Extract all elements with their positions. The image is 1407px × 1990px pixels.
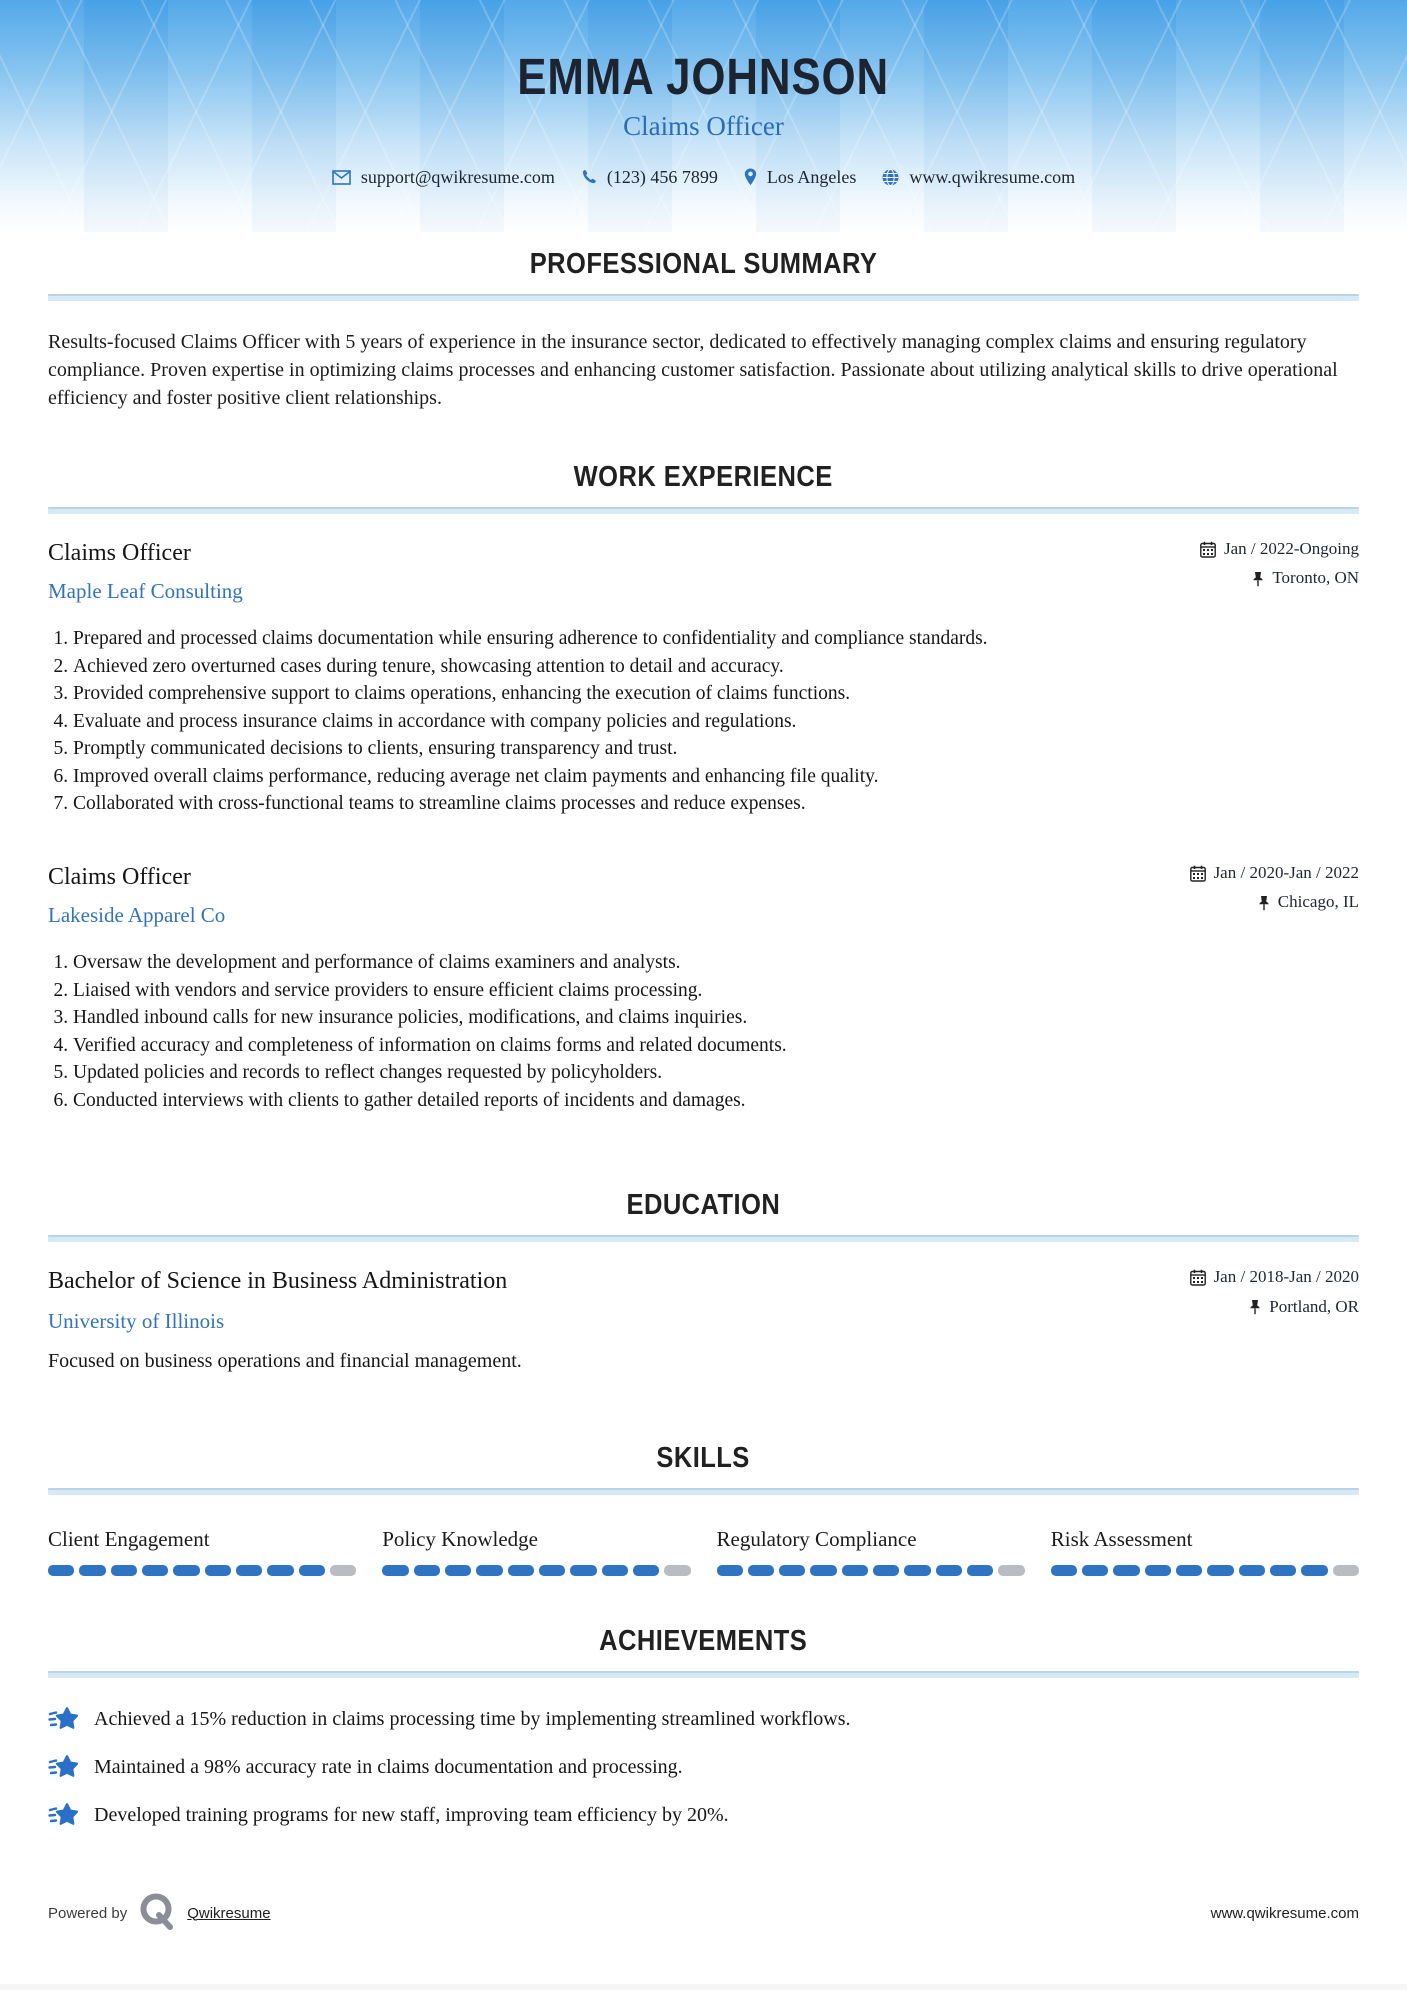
skill-bar-segment [476, 1565, 502, 1576]
skill-bar-segment [236, 1565, 262, 1576]
skill-bar-segment [810, 1565, 836, 1576]
job-bullet: 1. Oversaw the development and performance of claims examiners and analysts. [73, 949, 1359, 977]
job-company: Lakeside Apparel Co [48, 903, 226, 928]
skill-bar-segment [936, 1565, 962, 1576]
star-badge-icon [48, 1706, 78, 1734]
skill-item [382, 1527, 690, 1576]
skill-bar-segment [1239, 1565, 1265, 1576]
pushpin-icon [1249, 1299, 1261, 1315]
skill-bar-segment [1082, 1565, 1108, 1576]
section-education [48, 1190, 1359, 1373]
skill-bar-segment [111, 1565, 137, 1576]
job-bullet-list [48, 625, 1359, 818]
candidate-title: Claims Officer [623, 110, 784, 141]
section-skills [48, 1443, 1359, 1576]
job-bullet: 6. Conducted interviews with clients to gather detailed reports of incidents and damages. [73, 1087, 1359, 1115]
achievement-text: Maintained a 98% accuracy rate in claims documentation and processing. [94, 1756, 683, 1779]
contact-phone [581, 167, 718, 188]
skill-bar-segment [173, 1565, 199, 1576]
skill-bar-segment [414, 1565, 440, 1576]
job-company: Maple Leaf Consulting [48, 579, 243, 604]
location-pin-icon [744, 168, 757, 186]
page-bottom-strip [0, 1984, 1407, 1990]
achievement-item [48, 1706, 1359, 1734]
job-bullet: 4. Verified accuracy and completeness of information on claims forms and related documents. [73, 1032, 1359, 1060]
education-heading: EDUCATION [626, 1189, 781, 1222]
skill-bar-segment [382, 1565, 408, 1576]
pushpin-icon [1258, 895, 1270, 911]
footer-website: www.qwikresume.com [1210, 1904, 1359, 1922]
job-location [1200, 569, 1359, 588]
skill-bar-segment [717, 1565, 743, 1576]
skill-bar-segment [633, 1565, 659, 1576]
skill-bar-segment [445, 1565, 471, 1576]
skill-name: Policy Knowledge [382, 1526, 538, 1551]
job-location [1190, 893, 1359, 912]
achievement-text: Achieved a 15% reduction in claims processing time by implementing streamlined workflows. [94, 1708, 851, 1731]
achievement-text: Developed training programs for new staff, improving team efficiency by 20%. [94, 1804, 729, 1827]
job-entry [48, 864, 1359, 1114]
skill-bar-segment [48, 1565, 74, 1576]
section-professional-summary [48, 249, 1359, 412]
email-icon [332, 170, 351, 185]
skill-bar-segment [1145, 1565, 1171, 1576]
qwikresume-link[interactable]: Qwikresume [187, 1904, 271, 1922]
contact-location [744, 167, 857, 188]
achievements-heading: ACHIEVEMENTS [599, 1624, 808, 1657]
star-badge-icon [48, 1802, 78, 1830]
skill-bar-segment [1207, 1565, 1233, 1576]
skill-name: Client Engagement [48, 1526, 210, 1551]
job-entry [48, 540, 1359, 818]
job-bullet: 4. Evaluate and process insurance claims in accordance with company policies and regulations. [73, 708, 1359, 736]
calendar-icon [1190, 1269, 1206, 1286]
summary-text: Results-focused Claims Officer with 5 years of experience in the insurance sector, dedicated to effectively managing complex claims and ensuring regulatory compliance. Proven expertise in optimizing claims processes and enhancing customer satisfaction. Passionate about utilizing analytical skills to drive operational efficiency and foster positive client relationships. [48, 330, 1338, 409]
skill-bar-segment [539, 1565, 565, 1576]
skill-bar-segment [1051, 1565, 1077, 1576]
skill-bar-segment [1333, 1565, 1359, 1576]
skill-bar [717, 1565, 1025, 1576]
skill-bar-segment [998, 1565, 1024, 1576]
job-dates [1190, 864, 1359, 883]
skill-item [717, 1527, 1025, 1576]
skills-heading: SKILLS [656, 1441, 751, 1474]
education-description: Focused on business operations and financial management. [48, 1349, 522, 1372]
skill-bar-segment [1301, 1565, 1327, 1576]
job-bullet-list [48, 949, 1359, 1114]
job-bullet: 2. Liaised with vendors and service providers to ensure efficient claims processing. [73, 977, 1359, 1005]
skill-bar-segment [1113, 1565, 1139, 1576]
job-bullet: 1. Prepared and processed claims documentation while ensuring adherence to confidentiality and compliance standards. [73, 625, 1359, 653]
star-badge-icon [48, 1754, 78, 1782]
job-bullet: 5. Promptly communicated decisions to clients, ensuring transparency and trust. [73, 735, 1359, 763]
work-heading: WORK EXPERIENCE [573, 460, 833, 493]
powered-by-label: Powered by [48, 1904, 128, 1922]
skill-bar [1051, 1565, 1359, 1576]
job-location-text: Toronto, ON [1272, 568, 1359, 588]
skill-bar-segment [664, 1565, 690, 1576]
job-title: Claims Officer [48, 863, 191, 890]
globe-icon [882, 169, 899, 186]
skill-bar-segment [602, 1565, 628, 1576]
job-bullet: 5. Updated policies and records to reflect changes requested by policyholders. [73, 1059, 1359, 1087]
skill-bar-segment [570, 1565, 596, 1576]
section-divider [48, 1488, 1359, 1495]
pushpin-icon [1252, 571, 1264, 587]
phone-text: (123) 456 7899 [606, 166, 718, 187]
skill-bar [48, 1565, 356, 1576]
calendar-icon [1190, 865, 1206, 882]
skill-item [1051, 1527, 1359, 1576]
skill-bar-segment [299, 1565, 325, 1576]
skill-bar-segment [967, 1565, 993, 1576]
skill-name: Regulatory Compliance [716, 1526, 917, 1551]
job-bullet: 3. Provided comprehensive support to claims operations, enhancing the execution of claims functions. [73, 680, 1359, 708]
skill-bar-segment [330, 1565, 356, 1576]
skill-bar-segment [267, 1565, 293, 1576]
education-dates-text: Jan / 2018-Jan / 2020 [1213, 1266, 1359, 1286]
contact-email [332, 167, 555, 188]
candidate-name: EMMA JOHNSON [517, 48, 890, 105]
website-text: www.qwikresume.com [909, 166, 1076, 187]
education-dates [1190, 1268, 1359, 1287]
job-bullet: 3. Handled inbound calls for new insurance policies, modifications, and claims inquiries. [73, 1004, 1359, 1032]
job-title: Claims Officer [48, 539, 191, 566]
achievement-item [48, 1802, 1359, 1830]
summary-heading: PROFESSIONAL SUMMARY [529, 248, 878, 280]
skill-name: Risk Assessment [1050, 1526, 1193, 1551]
education-location [1190, 1298, 1359, 1317]
skill-bar-segment [904, 1565, 930, 1576]
section-achievements [48, 1626, 1359, 1830]
qwikresume-logo-icon [139, 1892, 175, 1934]
education-location-text: Portland, OR [1269, 1296, 1359, 1316]
skill-item [48, 1527, 356, 1576]
skill-bar-segment [748, 1565, 774, 1576]
education-degree: Bachelor of Science in Business Administration [48, 1267, 508, 1294]
skill-bar-segment [205, 1565, 231, 1576]
skill-bar-segment [779, 1565, 805, 1576]
job-dates-text: Jan / 2020-Jan / 2022 [1213, 862, 1359, 882]
skill-bar-segment [873, 1565, 899, 1576]
skill-bar-segment [1176, 1565, 1202, 1576]
skill-bar-segment [79, 1565, 105, 1576]
skill-bar-segment [1270, 1565, 1296, 1576]
education-school: University of Illinois [48, 1308, 225, 1333]
calendar-icon [1200, 541, 1216, 558]
page-footer [48, 1892, 1359, 1934]
skill-bar-segment [142, 1565, 168, 1576]
phone-icon [581, 169, 597, 185]
section-divider [48, 1671, 1359, 1678]
section-work-experience [48, 462, 1359, 1114]
contact-row [0, 167, 1407, 188]
job-location-text: Chicago, IL [1277, 892, 1359, 912]
resume-header [0, 0, 1407, 232]
location-text: Los Angeles [766, 166, 857, 187]
contact-website [882, 167, 1075, 188]
skill-bar-segment [508, 1565, 534, 1576]
job-bullet: 2. Achieved zero overturned cases during tenure, showcasing attention to detail and accuracy. [73, 653, 1359, 681]
achievement-item [48, 1754, 1359, 1782]
skill-bar-segment [842, 1565, 868, 1576]
section-divider [48, 507, 1359, 514]
email-text: support@qwikresume.com [360, 166, 555, 187]
job-bullet: 6. Improved overall claims performance, reducing average net claim payments and enhancing file quality. [73, 763, 1359, 791]
skill-bar [382, 1565, 690, 1576]
section-divider [48, 294, 1359, 301]
section-divider [48, 1235, 1359, 1242]
job-bullet: 7. Collaborated with cross-functional teams to streamline claims processes and reduce expenses. [73, 790, 1359, 818]
job-dates [1200, 540, 1359, 559]
job-dates-text: Jan / 2022-Ongoing [1223, 538, 1359, 558]
